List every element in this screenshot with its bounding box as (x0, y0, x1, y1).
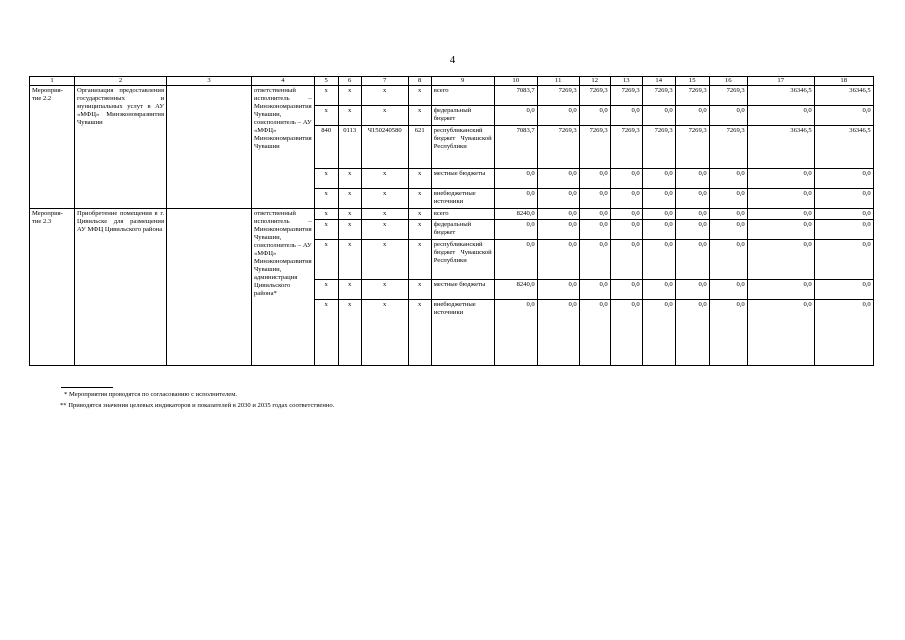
amount: 0,0 (494, 189, 537, 209)
amount: 0,0 (642, 209, 675, 220)
table-row (30, 209, 874, 220)
rz-pr-code: x (338, 220, 361, 240)
gr-code: x (314, 106, 338, 126)
csr-code: x (361, 86, 408, 106)
amount: 0,0 (747, 300, 814, 366)
executor: ответственный исполнитель – Минэкономразвития Чувашии, соисполнитель – АУ «МФЦ» Минэкономразвития Чувашии (252, 86, 315, 209)
amount: 0,0 (494, 220, 537, 240)
amount: 0,0 (747, 106, 814, 126)
amount: 36346,5 (747, 86, 814, 106)
target-indicator (167, 86, 252, 209)
footnote-1: * Мероприятия проводятся по согласованию с исполнителем. (64, 391, 238, 398)
amount: 0,0 (747, 220, 814, 240)
amount: 0,0 (814, 300, 873, 366)
funding-source: внебюджетные источники (431, 189, 494, 209)
amount: 0,0 (747, 209, 814, 220)
measure-id: Мероприя-тие 2.2 (30, 86, 75, 209)
column-number: 18 (814, 77, 873, 86)
amount: 0,0 (747, 189, 814, 209)
funding-source: республиканский бюджет Чувашской Республики (431, 126, 494, 169)
amount: 0,0 (537, 300, 579, 366)
column-number: 7 (361, 77, 408, 86)
amount: 0,0 (642, 240, 675, 280)
amount: 0,0 (747, 280, 814, 300)
column-number: 4 (252, 77, 315, 86)
vr-code: x (408, 86, 431, 106)
amount: 0,0 (494, 240, 537, 280)
gr-code: x (314, 169, 338, 189)
gr-code: x (314, 209, 338, 220)
csr-code: x (361, 240, 408, 280)
funding-source: федеральный бюджет (431, 106, 494, 126)
vr-code: x (408, 220, 431, 240)
amount: 7269,3 (642, 86, 675, 106)
target-indicator (167, 209, 252, 366)
column-number: 3 (167, 77, 252, 86)
gr-code: x (314, 189, 338, 209)
vr-code: 621 (408, 126, 431, 169)
rz-pr-code: x (338, 280, 361, 300)
vr-code: x (408, 209, 431, 220)
column-number: 6 (338, 77, 361, 86)
amount: 0,0 (610, 220, 642, 240)
amount: 0,0 (675, 220, 709, 240)
gr-code: x (314, 300, 338, 366)
amount: 8240,0 (494, 280, 537, 300)
amount: 0,0 (579, 169, 610, 189)
amount: 0,0 (642, 106, 675, 126)
amount: 0,0 (675, 300, 709, 366)
amount: 7269,3 (610, 126, 642, 169)
amount: 0,0 (537, 280, 579, 300)
amount: 0,0 (709, 300, 747, 366)
csr-code: x (361, 106, 408, 126)
column-number: 5 (314, 77, 338, 86)
amount: 0,0 (675, 280, 709, 300)
rz-pr-code: x (338, 300, 361, 366)
amount: 0,0 (494, 106, 537, 126)
rz-pr-code: x (338, 240, 361, 280)
amount: 0,0 (642, 220, 675, 240)
amount: 0,0 (642, 300, 675, 366)
amount: 0,0 (537, 220, 579, 240)
amount: 0,0 (642, 189, 675, 209)
amount: 0,0 (642, 280, 675, 300)
amount: 0,0 (579, 240, 610, 280)
column-number: 8 (408, 77, 431, 86)
amount: 0,0 (814, 220, 873, 240)
funding-source: федеральный бюджет (431, 220, 494, 240)
executor: ответственный исполнитель – Минэкономразвития Чувашии, соисполнитель – АУ «МФЦ» Минэкономразвития Чувашии, администрация Цивильского района* (252, 209, 315, 366)
amount: 0,0 (610, 106, 642, 126)
footnote-2: ** Приводятся значения целевых индикаторов и показателей в 2030 и 2035 годах соответственно. (60, 402, 335, 409)
column-number: 15 (675, 77, 709, 86)
amount: 0,0 (537, 240, 579, 280)
amount: 0,0 (579, 189, 610, 209)
amount: 0,0 (675, 209, 709, 220)
column-number: 9 (431, 77, 494, 86)
vr-code: x (408, 300, 431, 366)
amount: 0,0 (579, 280, 610, 300)
amount: 36346,5 (747, 126, 814, 169)
amount: 0,0 (579, 300, 610, 366)
amount: 0,0 (814, 240, 873, 280)
amount: 0,0 (675, 240, 709, 280)
rz-pr-code: 0113 (338, 126, 361, 169)
column-number: 12 (579, 77, 610, 86)
funding-source: республиканский бюджет Чувашской Республики (431, 240, 494, 280)
vr-code: x (408, 189, 431, 209)
amount: 7269,3 (537, 126, 579, 169)
amount: 7269,3 (579, 86, 610, 106)
column-number: 1 (30, 77, 75, 86)
amount: 0,0 (675, 189, 709, 209)
gr-code: 840 (314, 126, 338, 169)
amount: 7269,3 (709, 86, 747, 106)
measure-id: Мероприя-тие 2.3 (30, 209, 75, 366)
table-header-row (30, 77, 874, 86)
vr-code: x (408, 280, 431, 300)
amount: 7269,3 (675, 86, 709, 106)
funding-source: местные бюджеты (431, 169, 494, 189)
column-number: 10 (494, 77, 537, 86)
amount: 0,0 (537, 106, 579, 126)
amount: 0,0 (814, 169, 873, 189)
funding-source: внебюджетные источники (431, 300, 494, 366)
amount: 36346,5 (814, 126, 873, 169)
vr-code: x (408, 240, 431, 280)
column-number: 14 (642, 77, 675, 86)
amount: 0,0 (747, 169, 814, 189)
gr-code: x (314, 86, 338, 106)
rz-pr-code: x (338, 86, 361, 106)
csr-code: x (361, 280, 408, 300)
rz-pr-code: x (338, 169, 361, 189)
page-number: 4 (449, 54, 456, 66)
amount: 0,0 (709, 220, 747, 240)
rz-pr-code: x (338, 189, 361, 209)
amount: 0,0 (814, 189, 873, 209)
amount: 7083,7 (494, 126, 537, 169)
csr-code: Ч150240580 (361, 126, 408, 169)
amount: 0,0 (709, 169, 747, 189)
amount: 0,0 (675, 106, 709, 126)
amount: 0,0 (709, 209, 747, 220)
column-number: 2 (75, 77, 167, 86)
measure-title: Приобретение помещения в г. Цивильске для размещения АУ МФЦ Цивильского района (75, 209, 167, 366)
amount: 0,0 (537, 169, 579, 189)
amount: 0,0 (494, 169, 537, 189)
column-number: 17 (747, 77, 814, 86)
amount: 0,0 (537, 209, 579, 220)
csr-code: x (361, 209, 408, 220)
amount: 0,0 (709, 106, 747, 126)
amount: 0,0 (579, 209, 610, 220)
amount: 0,0 (610, 209, 642, 220)
amount: 0,0 (814, 106, 873, 126)
amount: 0,0 (642, 169, 675, 189)
amount: 0,0 (610, 280, 642, 300)
column-number: 11 (537, 77, 579, 86)
amount: 0,0 (610, 189, 642, 209)
amount: 8240,0 (494, 209, 537, 220)
amount: 0,0 (579, 220, 610, 240)
amount: 7269,3 (675, 126, 709, 169)
amount: 0,0 (610, 240, 642, 280)
vr-code: x (408, 169, 431, 189)
csr-code: x (361, 189, 408, 209)
csr-code: x (361, 169, 408, 189)
amount: 0,0 (709, 240, 747, 280)
amount: 0,0 (579, 106, 610, 126)
amount: 0,0 (494, 300, 537, 366)
amount: 0,0 (814, 209, 873, 220)
amount: 7269,3 (537, 86, 579, 106)
amount: 0,0 (610, 169, 642, 189)
column-number: 13 (610, 77, 642, 86)
rz-pr-code: x (338, 106, 361, 126)
funding-source: местные бюджеты (431, 280, 494, 300)
funding-source: всего (431, 86, 494, 106)
amount: 7269,3 (709, 126, 747, 169)
table-row (30, 86, 874, 106)
gr-code: x (314, 220, 338, 240)
amount: 0,0 (814, 280, 873, 300)
amount: 0,0 (537, 189, 579, 209)
measure-title: Организация предоставления государственных и муниципальных услут в АУ «МФЦ» Минэкономразвития Чувашии (75, 86, 167, 209)
amount: 36346,5 (814, 86, 873, 106)
amount: 0,0 (709, 280, 747, 300)
amount: 7269,3 (610, 86, 642, 106)
amount: 7269,3 (642, 126, 675, 169)
amount: 0,0 (610, 300, 642, 366)
csr-code: x (361, 220, 408, 240)
amount: 0,0 (747, 240, 814, 280)
column-number: 16 (709, 77, 747, 86)
footnote-separator (61, 387, 113, 388)
amount: 0,0 (675, 169, 709, 189)
amount: 0,0 (709, 189, 747, 209)
amount: 7083,7 (494, 86, 537, 106)
amount: 7269,3 (579, 126, 610, 169)
gr-code: x (314, 240, 338, 280)
budget-table (29, 76, 874, 366)
rz-pr-code: x (338, 209, 361, 220)
gr-code: x (314, 280, 338, 300)
vr-code: x (408, 106, 431, 126)
funding-source: всего (431, 209, 494, 220)
csr-code: x (361, 300, 408, 366)
